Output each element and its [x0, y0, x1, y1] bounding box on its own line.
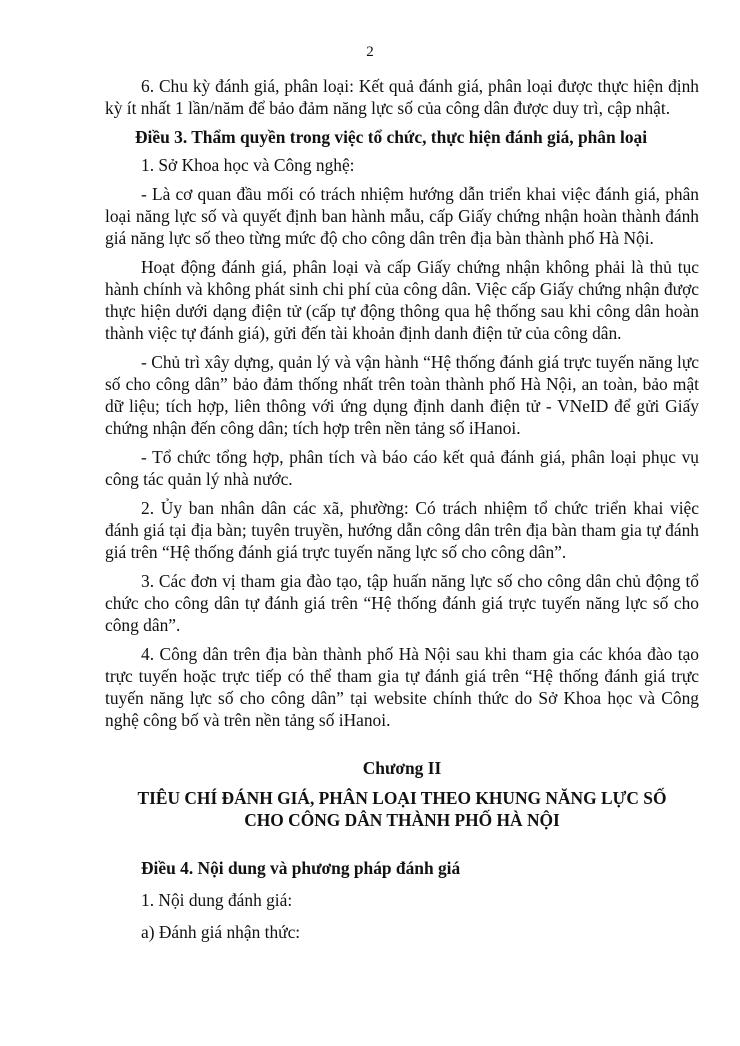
- article-3-paragraph-7: 4. Công dân trên địa bàn thành phố Hà Nội sau khi tham gia các khóa đào tạo trực tuyến hoặc trực tiếp có thể tham gia tự đánh giá trên “Hệ thống đánh giá trực tuyến năng lực số cho công dân” tại website chính thức do Sở Khoa học và Công nghệ công bố và trên nền tảng số iHanoi.: [105, 644, 699, 730]
- article-3-paragraph-5: 2. Ủy ban nhân dân các xã, phường: Có trách nhiệm tổ chức triển khai việc đánh giá tại địa bàn; tuyên truyền, hướng dẫn công dân trên địa bàn tham gia tự đánh giá trên “Hệ thống đánh giá trực tuyến năng lực số cho công dân”.: [105, 498, 699, 562]
- article-4-item-1: 1. Nội dung đánh giá:: [141, 890, 293, 910]
- chapter-label: Chương II: [362, 758, 442, 778]
- article-4-heading: Điều 4. Nội dung và phương pháp đánh giá: [141, 858, 461, 878]
- article-3-paragraph-4: - Tổ chức tổng hợp, phân tích và báo cáo kết quả đánh giá, phân loại phục vụ công tác quản lý nhà nước.: [105, 447, 699, 489]
- chapter-title: [105, 787, 699, 831]
- article-3-paragraph-6: 3. Các đơn vị tham gia đào tạo, tập huấn năng lực số cho công dân chủ động tổ chức cho công dân tự đánh giá trên “Hệ thống đánh giá trực tuyến năng lực số cho công dân”.: [105, 571, 699, 635]
- paragraph-cycle: 6. Chu kỳ đánh giá, phân loại: Kết quả đánh giá, phân loại được thực hiện định kỳ ít nhất 1 lần/năm để bảo đảm năng lực số của công dân được duy trì, cập nhật.: [105, 76, 699, 118]
- document-body: [105, 75, 699, 953]
- article-3-item-1: 1. Sở Khoa học và Công nghệ:: [141, 155, 355, 175]
- article-3-paragraph-1: - Là cơ quan đầu mối có trách nhiệm hướng dẫn triển khai việc đánh giá, phân loại năng lực số và quyết định ban hành mẫu, cấp Giấy chứng nhận hoàn thành đánh giá năng lực số theo từng mức độ cho công dân trên địa bàn thành phố Hà Nội.: [105, 184, 699, 248]
- article-3-paragraph-3: - Chủ trì xây dựng, quản lý và vận hành “Hệ thống đánh giá trực tuyến năng lực số cho công dân” bảo đảm thống nhất trên toàn thành phố Hà Nội, an toàn, bảo mật dữ liệu; tích hợp, liên thông với ứng dụng định danh điện tử - VNeID để gửi Giấy chứng nhận đến công dân; tích hợp trên nền tảng số iHanoi.: [105, 352, 699, 438]
- chapter-title-line-1: TIÊU CHÍ ĐÁNH GIÁ, PHÂN LOẠI THEO KHUNG NĂNG LỰC SỐ: [137, 788, 667, 808]
- article-4-item-a: a) Đánh giá nhận thức:: [141, 922, 301, 942]
- article-3-heading: Điều 3. Thẩm quyền trong việc tổ chức, thực hiện đánh giá, phân loại: [135, 127, 648, 147]
- chapter-title-line-2: CHO CÔNG DÂN THÀNH PHỐ HÀ NỘI: [244, 810, 560, 830]
- page-number: 2: [366, 44, 374, 60]
- article-3-paragraph-2: Hoạt động đánh giá, phân loại và cấp Giấy chứng nhận không phải là thủ tục hành chính và không phát sinh chi phí của công dân. Việc cấp Giấy chứng nhận được thực hiện dưới dạng điện tử (cấp tự động thông qua hệ thống sau khi công dân hoàn thành việc tự đánh giá), gửi đến tài khoản định danh điện tử của công dân.: [105, 257, 699, 343]
